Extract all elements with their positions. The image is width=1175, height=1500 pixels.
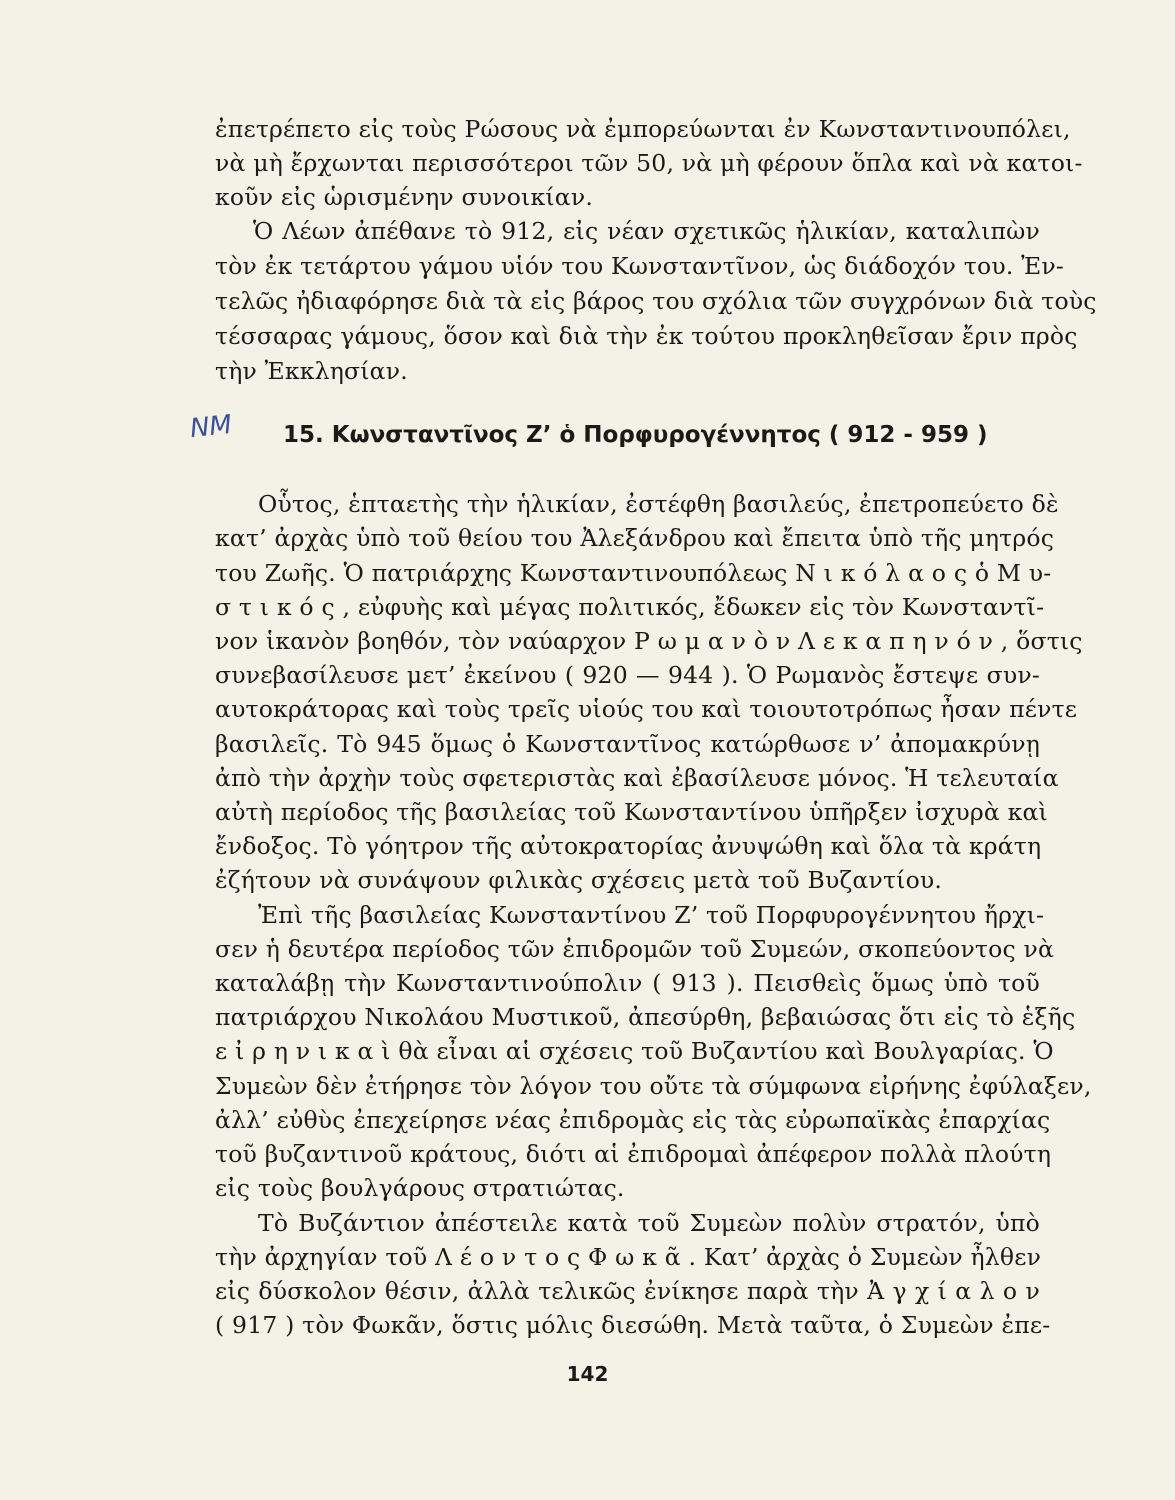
- text-line: του Ζωῆς. Ὁ πατριάρχης Κωνσταντινουπόλεως Ν ι κ ό λ α ο ς ὁ Μ υ-: [215, 559, 1052, 587]
- text-line: καταλάβῃ τὴν Κωνσταντινούπολιν ( 913 ). Πεισθεὶς ὅμως ὑπὸ τοῦ: [215, 969, 1040, 997]
- text-line: Οὗτος, ἑπταετὴς τὴν ἡλικίαν, ἐστέφθη βασιλεύς, ἐπετροπεύετο δὲ: [258, 490, 1059, 518]
- text-line: τὴν Ἐκκλησίαν.: [215, 357, 408, 385]
- text-line: νὰ μὴ ἔρχωνται περισσότεροι τῶν 50, νὰ μὴ φέρουν ὅπλα καὶ νὰ κατοι-: [215, 149, 1083, 177]
- text-line: κοῦν εἰς ὡρισμένην συνοικίαν.: [215, 183, 594, 211]
- text-line: ἔνδοξος. Τὸ γόητρον τῆς αὐτοκρατορίας ἀνυψώθη καὶ ὅλα τὰ κράτη: [215, 832, 1042, 860]
- text-line: πατριάρχου Νικολάου Μυστικοῦ, ἀπεσύρθη, βεβαιώσας ὅτι εἰς τὸ ἑξῆς: [215, 1003, 1076, 1031]
- handwritten-margin-note: ΝΜ: [188, 409, 234, 445]
- text-line: ἐπετρέπετο εἰς τοὺς Ρώσους νὰ ἐμπορεύωνται ἐν Κωνσταντινουπόλει,: [215, 115, 1071, 143]
- text-line: συνεβασίλευσε μετ’ ἐκείνου ( 920 — 944 ). Ὁ Ρωμανὸς ἔστεψε συν-: [215, 661, 1040, 689]
- text-line: ἀλλ’ εὐθὺς ἐπεχείρησε νέας ἐπιδρομὰς εἰς τὰς εὐρωπαϊκὰς ἐπαρχίας: [215, 1106, 1051, 1134]
- text-line: νον ἱκανὸν βοηθόν, τὸν ναύαρχον Ρ ω μ α ν ὸ ν Λ ε κ α π η ν ό ν , ὅστις: [215, 627, 1083, 655]
- text-line: τοῦ βυζαντινοῦ κράτους, διότι αἱ ἐπιδρομαὶ ἀπέφερον πολλὰ πλούτη: [215, 1140, 1052, 1168]
- text-line: αὐτὴ περίοδος τῆς βασιλείας τοῦ Κωνσταντίνου ὑπῆρξεν ἰσχυρὰ καὶ: [215, 798, 1048, 826]
- text-line: αυτοκράτορας καὶ τοὺς τρεῖς υἱούς του καὶ τοιουτοτρόπως ἦσαν πέντε: [215, 695, 1078, 723]
- text-line: ἐζήτουν νὰ συνάψουν φιλικὰς σχέσεις μετὰ τοῦ Βυζαντίου.: [215, 866, 943, 894]
- text-line: κατ’ ἀρχὰς ὑπὸ τοῦ θείου του Ἀλεξάνδρου καὶ ἔπειτα ὑπὸ τῆς μητρός: [215, 524, 1055, 552]
- text-line: Ὁ Λέων ἀπέθανε τὸ 912, εἰς νέαν σχετικῶς ἡλικίαν, καταλιπὼν: [253, 217, 1040, 245]
- text-line: σεν ἡ δευτέρα περίοδος τῶν ἐπιδρομῶν τοῦ Συμεών, σκοπεύοντος νὰ: [215, 935, 1055, 963]
- page-number: 142: [566, 1362, 609, 1386]
- section-heading: [283, 418, 988, 452]
- section-number: 15.: [283, 422, 324, 448]
- text-line: εἰς δύσκολον θέσιν, ἀλλὰ τελικῶς ἐνίκησε παρὰ τὴν Ἀ γ χ ί α λ ο ν: [215, 1277, 1040, 1305]
- text-line: σ τ ι κ ό ς , εὐφυὴς καὶ μέγας πολιτικός, ἔδωκεν εἰς τὸν Κωνσταντῖ-: [215, 593, 1045, 621]
- text-line: τέσσαρας γάμους, ὅσον καὶ διὰ τὴν ἐκ τούτου προκληθεῖσαν ἔριν πρὸς: [215, 322, 1078, 350]
- section-date-range: ( 912 - 959 ): [828, 422, 988, 448]
- text-line: ε ἰ ρ η ν ι κ α ὶ θὰ εἶναι αἱ σχέσεις τοῦ Βυζαντίου καὶ Βουλγαρίας. Ὁ: [215, 1037, 1054, 1065]
- text-line: ἀπὸ τὴν ἀρχὴν τοὺς σφετεριστὰς καὶ ἐβασίλευσε μόνος. Ἡ τελευταία: [215, 764, 1059, 792]
- text-line: Τὸ Βυζάντιον ἀπέστειλε κατὰ τοῦ Συμεὼν πολὺν στρατόν, ὑπὸ: [258, 1209, 1040, 1237]
- text-line: βασιλεῖς. Τὸ 945 ὅμως ὁ Κωνσταντῖνος κατώρθωσε ν’ ἀπομακρύνῃ: [215, 730, 1040, 758]
- text-line: ( 917 ) τὸν Φωκᾶν, ὅστις μόλις διεσώθη. Μετὰ ταῦτα, ὁ Συμεὼν ἐπε-: [215, 1311, 1051, 1339]
- text-line: Συμεὼν δὲν ἐτήρησε τὸν λόγον του οὔτε τὰ σύμφωνα εἰρήνης ἐφύλαξεν,: [215, 1072, 1092, 1100]
- text-line: τὸν ἐκ τετάρτου γάμου υἱόν του Κωνσταντῖνον, ὡς διάδοχόν του. Ἐν-: [215, 252, 1065, 280]
- text-line: Ἐπὶ τῆς βασιλείας Κωνσταντίνου Ζ’ τοῦ Πορφυρογέννητου ἤρχι-: [258, 901, 1045, 929]
- section-title: Κωνσταντῖνος Ζ’ ὁ Πορφυρογέννητος: [331, 422, 821, 448]
- text-line: τελῶς ἠδιαφόρησε διὰ τὰ εἰς βάρος του σχόλια τῶν συγχρόνων διὰ τοὺς: [215, 287, 1097, 315]
- text-line: εἰς τοὺς βουλγάρους στρατιώτας.: [215, 1174, 625, 1202]
- text-line: τὴν ἀρχηγίαν τοῦ Λ έ ο ν τ ο ς Φ ω κ ᾶ . Κατ’ ἀρχὰς ὁ Συμεὼν ἦλθεν: [215, 1243, 1042, 1271]
